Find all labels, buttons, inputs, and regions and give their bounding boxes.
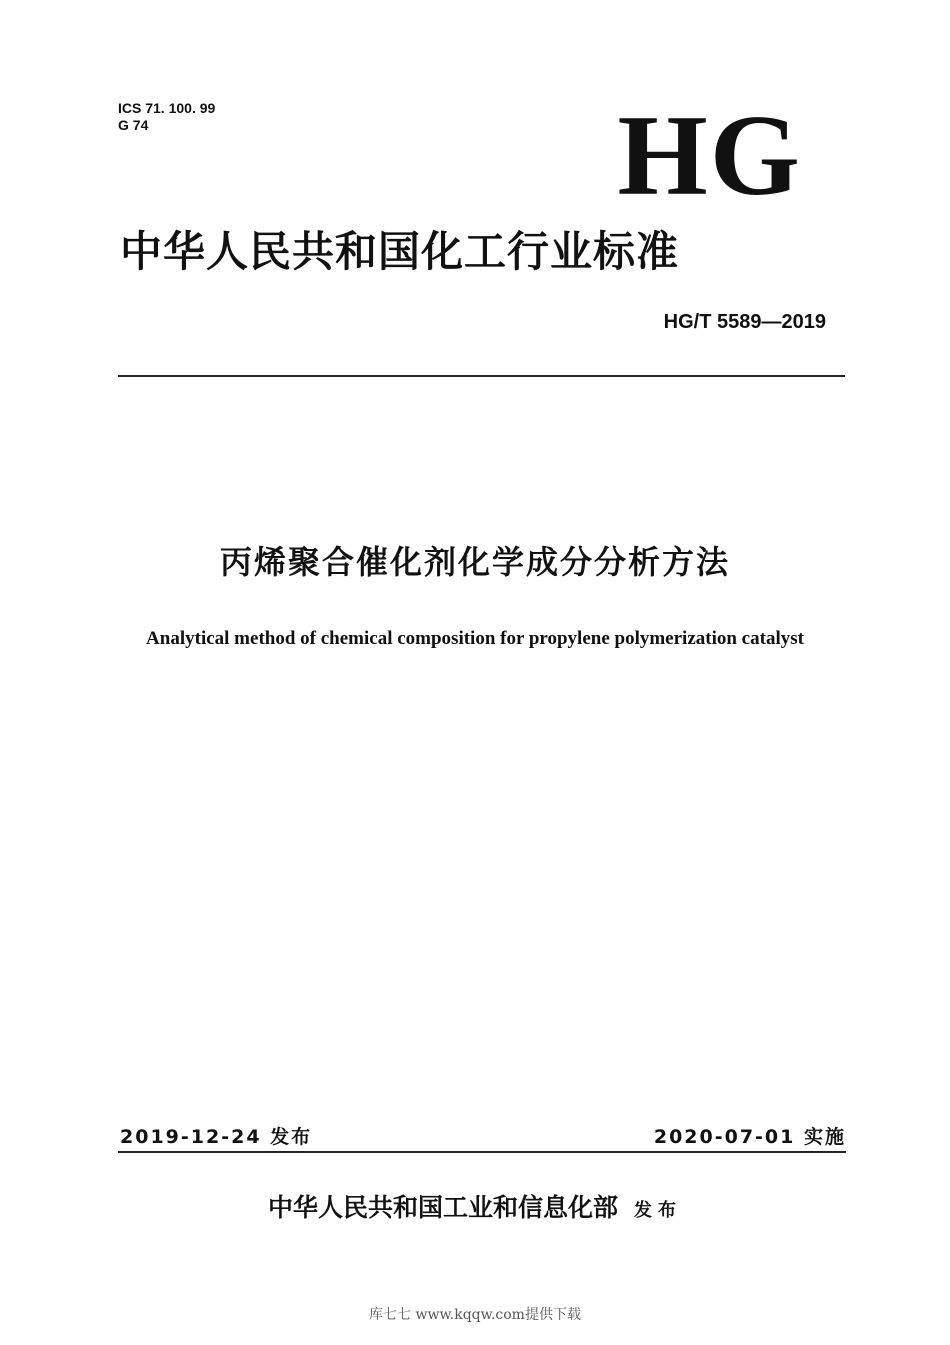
download-watermark: 库七七 www.kqqw.com提供下载 bbox=[369, 1307, 581, 1323]
publisher-line bbox=[0, 1190, 950, 1229]
header-divider bbox=[118, 375, 845, 377]
publisher-name: 中华人民共和国工业和信息化部 bbox=[267, 1193, 618, 1222]
document-title-cn: 丙烯聚合催化剂化学成分分析方法 bbox=[219, 543, 730, 581]
implementation-date: 2020-07-01 实施 bbox=[653, 1126, 846, 1148]
hg-logo: HG bbox=[617, 92, 802, 220]
publisher-action: 发布 bbox=[634, 1200, 682, 1221]
document-title-en: Analytical method of chemical composition for propylene polymerization catalyst bbox=[146, 628, 804, 649]
ccs-code: G 74 bbox=[118, 117, 149, 133]
standard-title: 中华人民共和国化工行业标准 bbox=[120, 227, 680, 276]
standard-number: HG/T 5589—2019 bbox=[663, 311, 826, 333]
ics-code: ICS 71. 100. 99 bbox=[118, 100, 216, 116]
footer-divider bbox=[118, 1151, 846, 1153]
issue-date: 2019-12-24 发布 bbox=[120, 1126, 313, 1148]
